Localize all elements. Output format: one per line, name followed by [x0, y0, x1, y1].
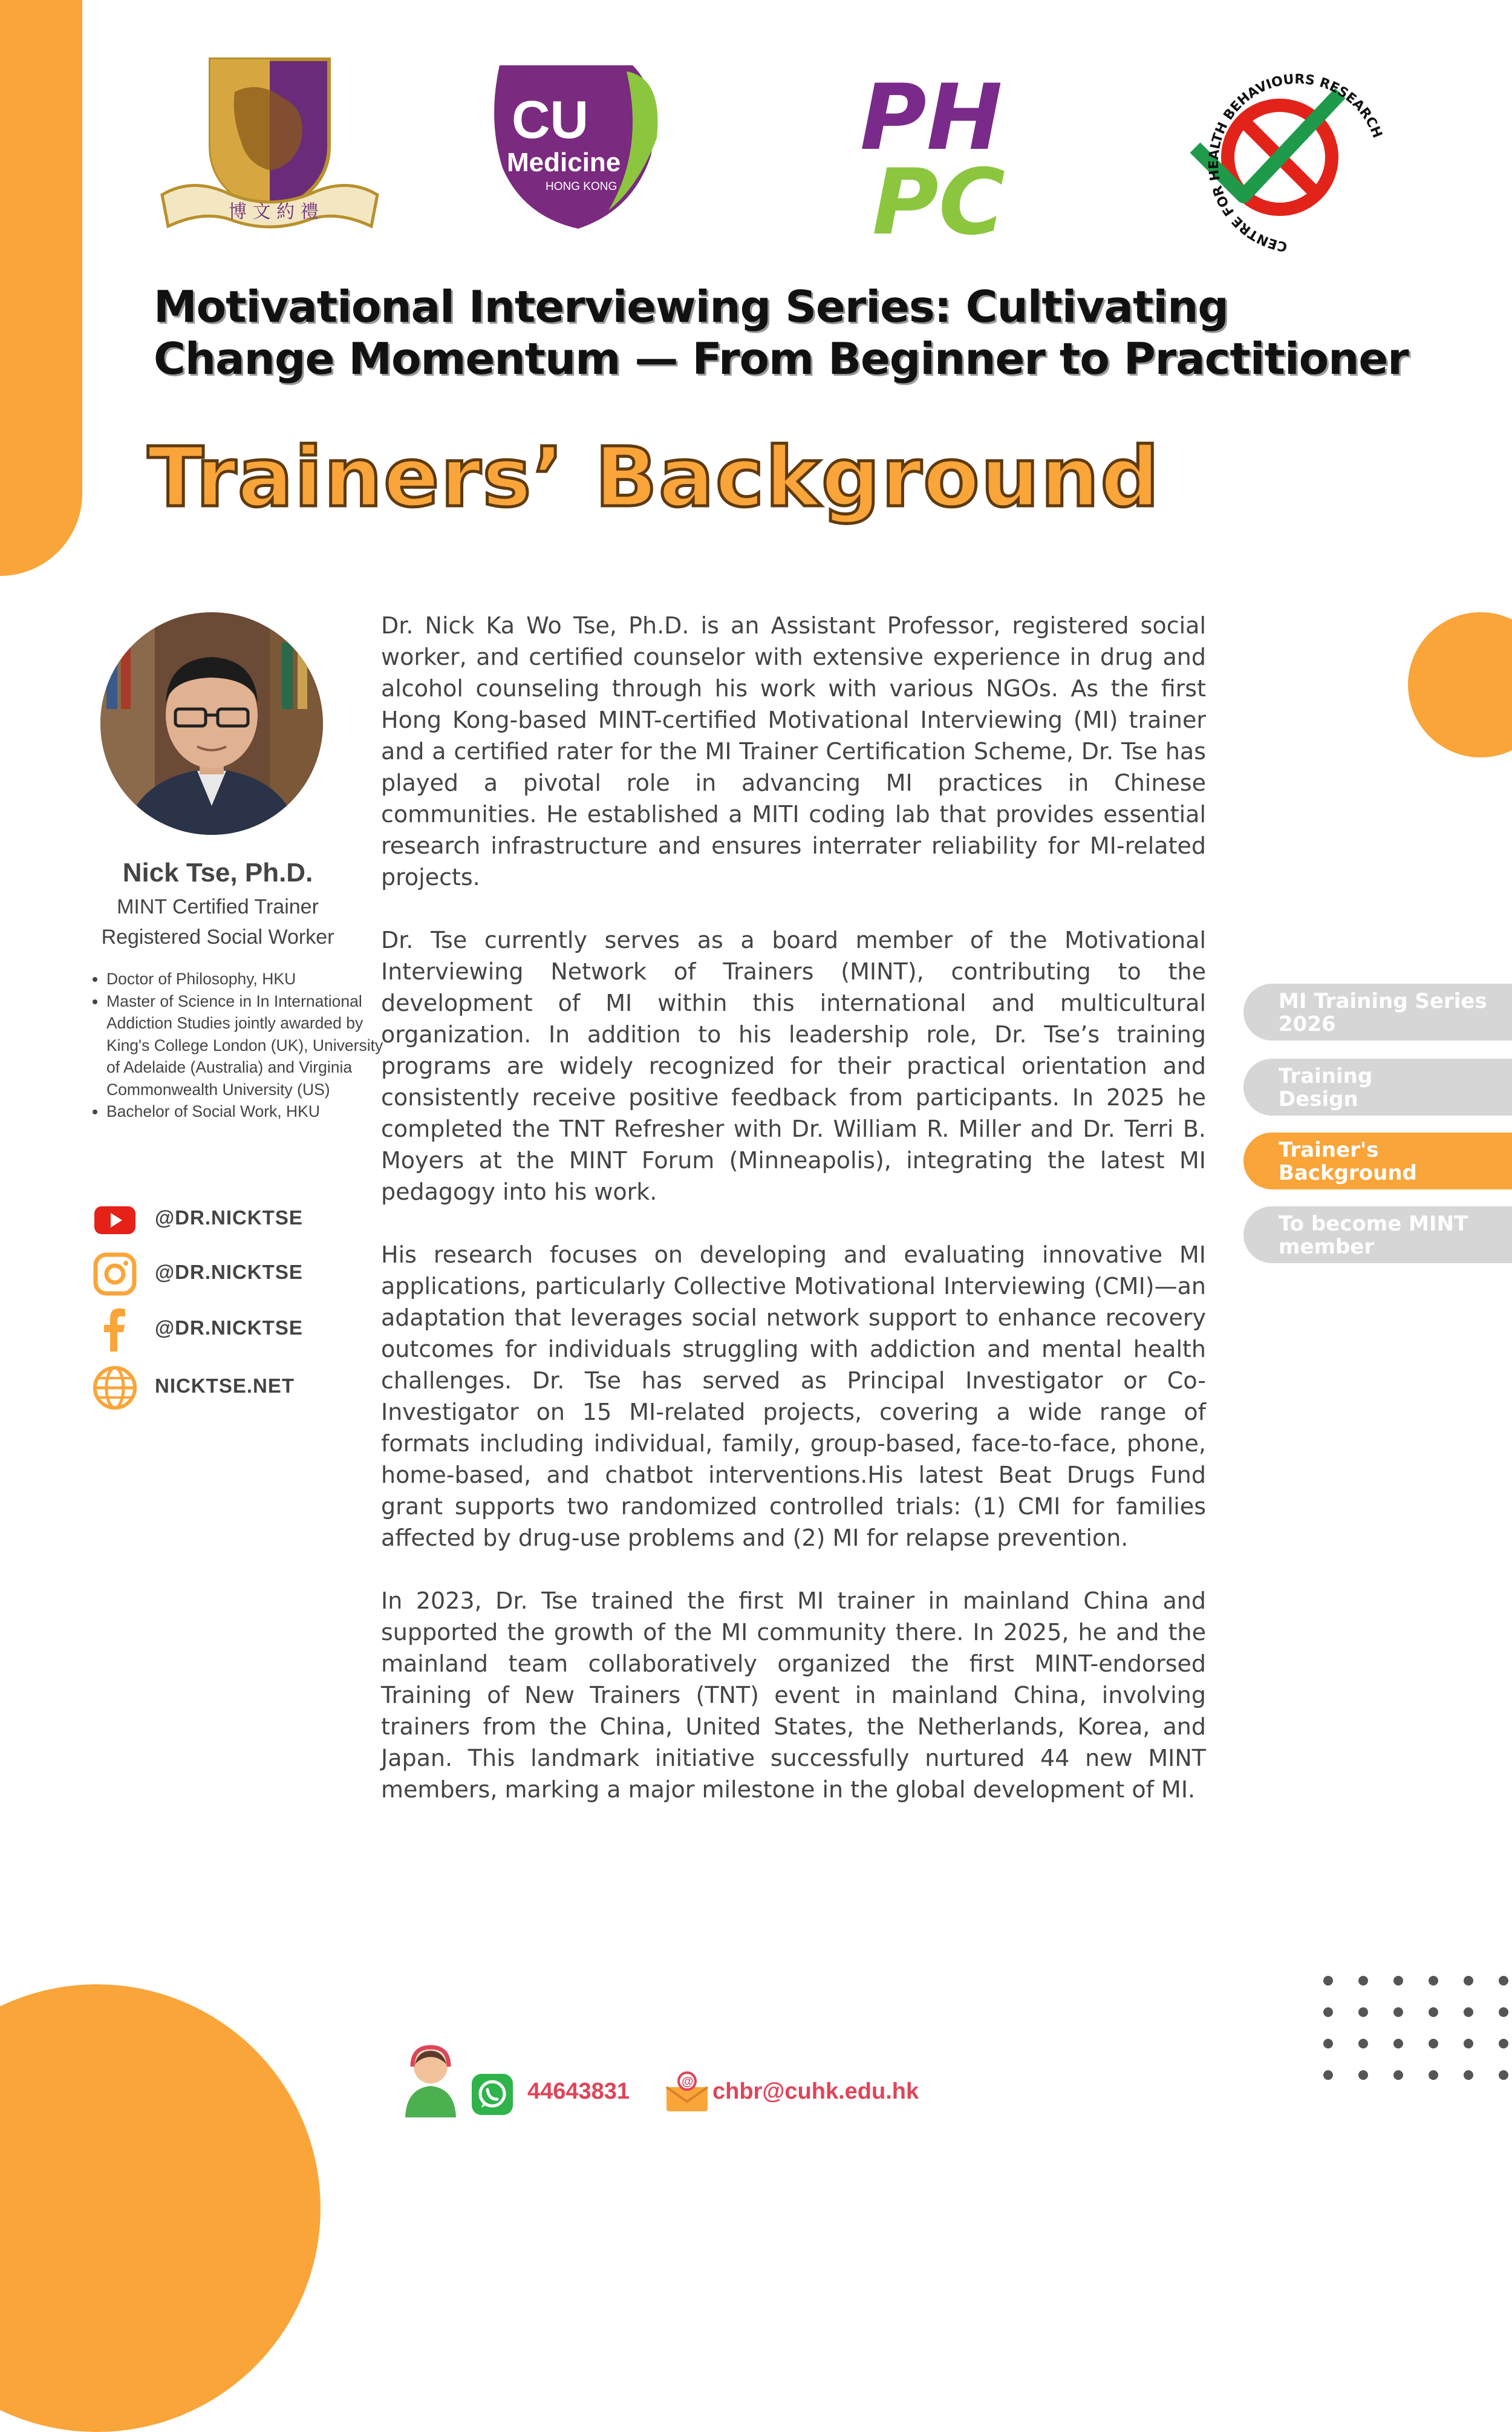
- youtube-icon: [91, 1195, 139, 1244]
- contact-phone-number[interactable]: 44643831: [527, 2079, 630, 2104]
- orange-circle-right: [1408, 612, 1512, 757]
- svg-text:CU: CU: [512, 90, 589, 149]
- social-website[interactable]: [91, 1364, 369, 1412]
- nav-tab-mi-training-series[interactable]: [1243, 984, 1512, 1041]
- svg-text:PH: PH: [860, 65, 1003, 171]
- nav-tab-label-1: Trainer's: [1279, 1138, 1379, 1162]
- qualification-item: • Master of Science in In International Addiction Studies jointly awarded by King's College London (UK), University of Adelaide (Australia) and Virginia Commonwealth University (US): [106, 990, 391, 1101]
- chbr-logo: [1189, 57, 1407, 257]
- svg-text:PC: PC: [872, 150, 1006, 237]
- svg-text:HONG KONG: HONG KONG: [546, 180, 618, 193]
- instagram-icon: [91, 1250, 139, 1298]
- social-youtube[interactable]: [91, 1195, 369, 1244]
- series-title-line-1: Motivational Interviewing Series: Cultivating: [154, 281, 1228, 332]
- trainer-photo: [100, 612, 323, 835]
- youtube-handle: @DR.NICKTSE: [155, 1206, 303, 1229]
- orange-circle-bottom: [0, 1984, 321, 2432]
- facebook-icon: [91, 1306, 139, 1354]
- whatsapp-icon: [471, 2073, 514, 2116]
- nav-tab-label-2: member: [1279, 1235, 1375, 1259]
- bio-paragraph-4: In 2023, Dr. Tse trained the first MI trainer in mainland China and supported the growth of the MI community there. In 2025, he and the mainland team collaboratively organized the first MINT-endorsed Training of New Trainers (TNT) event in mainland China, involving trainers from the China, United States, the Netherlands, Korea, and Japan. This landmark initiative successfully nurtured 44 new MINT members, marking a major milestone in the global development of MI.: [381, 1587, 1206, 1803]
- nav-tab-label-1: Training: [1279, 1064, 1373, 1088]
- svg-text:Medicine: Medicine: [507, 148, 621, 177]
- social-instagram[interactable]: [91, 1250, 369, 1298]
- cu-medicine-logo: [487, 59, 663, 235]
- qualification-list: [85, 968, 391, 1123]
- contact-email[interactable]: chbr@cuhk.edu.hk: [712, 2079, 919, 2104]
- trainer-role-social-worker: Registered Social Worker: [101, 926, 334, 949]
- qualification-item: • Doctor of Philosophy, HKU: [106, 968, 391, 990]
- svg-text:@: @: [682, 2075, 694, 2088]
- series-title: [154, 281, 1454, 385]
- orange-corner-shape: [0, 0, 82, 576]
- bio-paragraph-2: Dr. Tse currently serves as a board member of the Motivational Interviewing Network of Trainers (MINT), contributing to the development of MI within this international and multicultural organization. In addition to his leadership role, Dr. Tse’s training programs are widely recognized for their practical orientation and consistently receive positive feedback from participants. In 2025 he completed the TNT Refresher with Dr. William R. Miller and Dr. Terri B. Moyers at the MINT Forum (Minneapolis), integrating the latest MI pedagogy into his work.: [381, 927, 1206, 1205]
- customer-service-icon: [400, 2042, 461, 2117]
- nav-tab-label-2: Background: [1279, 1161, 1417, 1185]
- nav-tab-become-mint-member[interactable]: [1243, 1206, 1512, 1263]
- nav-tab-label-2: 2026: [1279, 1012, 1336, 1036]
- nav-tab-label-1: MI Training Series: [1279, 989, 1487, 1013]
- facebook-handle: @DR.NICKTSE: [155, 1316, 303, 1339]
- trainer-role-mint: MINT Certified Trainer: [117, 895, 319, 918]
- trainer-name: Nick Tse, Ph.D.: [122, 858, 313, 887]
- qualification-item: • Bachelor of Social Work, HKU: [106, 1100, 391, 1123]
- globe-icon: [91, 1364, 139, 1412]
- bio-paragraph-1: Dr. Nick Ka Wo Tse, Ph.D. is an Assistant Professor, registered social worker, and certified counselor with extensive experience in drug and alcohol counseling through his work with various NGOs. As the first Hong Kong-based MINT-certified Motivational Interviewing (MI) trainer and a certified rater for the MI Trainer Certification Scheme, Dr. Tse has played a pivotal role in advancing MI practices in Chinese communities. He established a MITI coding lab that provides essential research infrastructure and ensures interrater reliability for MI-related projects.: [381, 612, 1206, 891]
- cuhk-crest-logo: [156, 56, 383, 237]
- phpc-logo: [854, 64, 1027, 237]
- svg-text:博 文 約 禮: 博 文 約 禮: [229, 201, 319, 223]
- email-icon: [664, 2070, 710, 2114]
- nav-tab-label-2: Design: [1279, 1087, 1358, 1111]
- svg-text:CENTRE FOR HEALTH BEHAVIOURS R: CENTRE FOR HEALTH BEHAVIOURS RESEARCH: [1206, 71, 1385, 254]
- section-heading: Trainers’ Background: [148, 430, 1161, 526]
- biography-text: [381, 610, 1206, 1837]
- nav-tab-training-design[interactable]: [1243, 1059, 1512, 1116]
- series-title-line-2: Change Momentum — From Beginner to Practitioner: [154, 333, 1409, 384]
- dot-grid-decoration: [1323, 1973, 1512, 2094]
- bio-paragraph-3: His research focuses on developing and evaluating innovative MI applications, particularly Collective Motivational Interviewing (CMI)—an adaptation that leverages social network support to enhance recovery outcomes for individuals struggling with addiction and mental health challenges. Dr. Tse has served as Principal Investigator or Co-Investigator on 15 MI-related projects, covering a wide range of formats including individual, family, group-based, face-to-face, phone, home-based, and chatbot interventions.His latest Beat Drugs Fund grant supports two randomized controlled trials: (1) CMI for families affected by drug-use problems and (2) MI for relapse prevention.: [381, 1241, 1206, 1551]
- social-facebook[interactable]: [91, 1306, 369, 1354]
- nav-tab-label-1: To become MINT: [1279, 1212, 1468, 1236]
- nav-tab-trainers-background[interactable]: [1243, 1133, 1512, 1189]
- instagram-handle: @DR.NICKTSE: [155, 1261, 303, 1283]
- website-url: NICKTSE.NET: [155, 1375, 295, 1397]
